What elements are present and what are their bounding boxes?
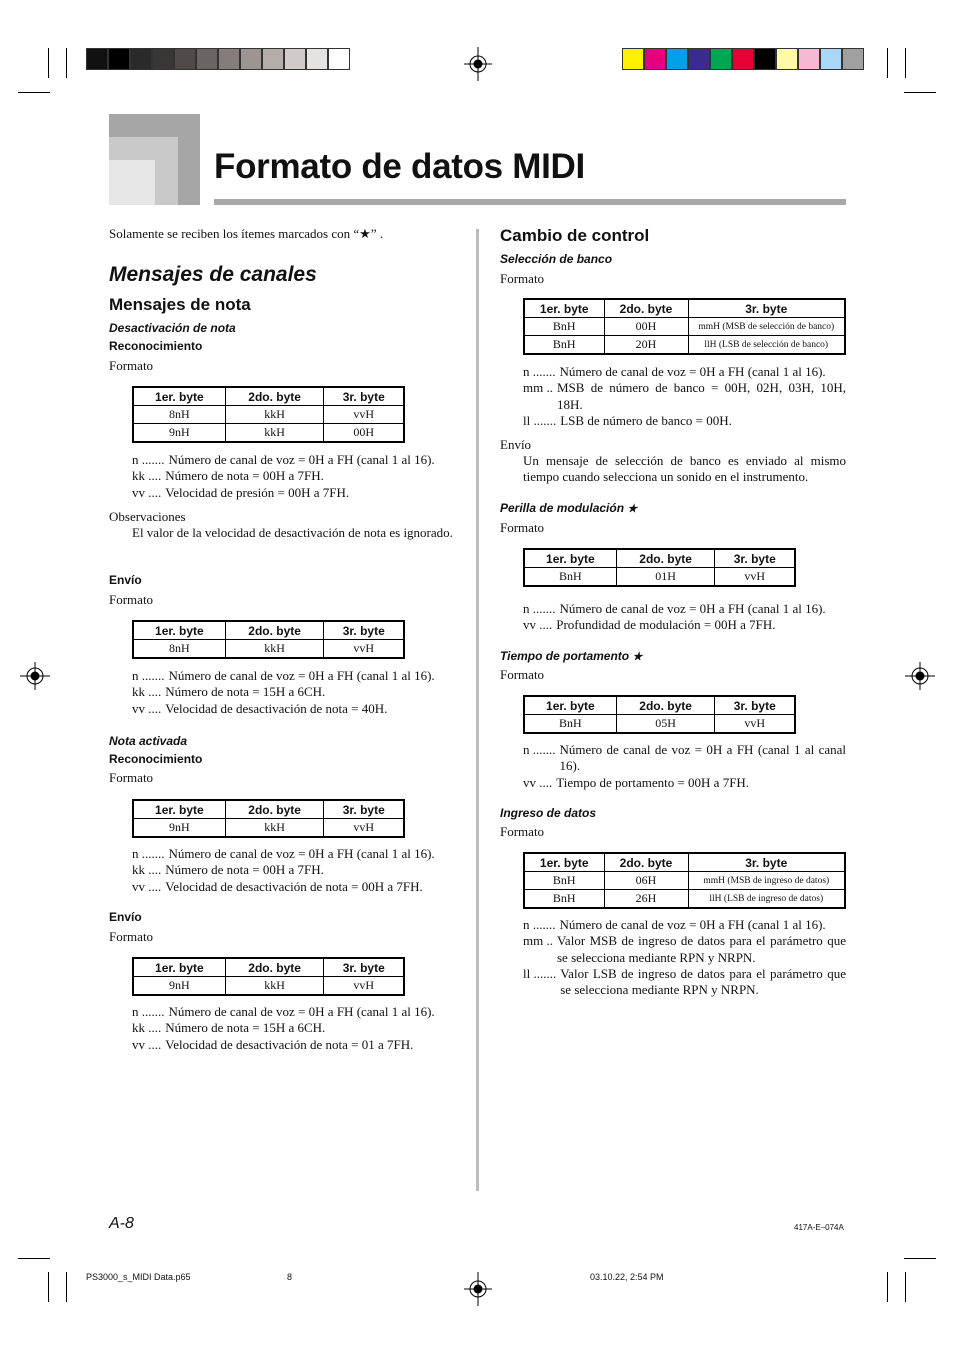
definition-row <box>132 452 456 468</box>
table-cell: 8nH <box>133 406 225 424</box>
crop-mark <box>904 92 936 93</box>
definition-row <box>132 862 456 878</box>
definition-row <box>132 846 456 862</box>
definition-row <box>523 775 846 791</box>
portamento-title: Tiempo de portamento <box>500 649 630 663</box>
definition-row <box>523 933 846 966</box>
crop-mark <box>18 1258 50 1259</box>
data-entry-defs <box>523 917 846 998</box>
table-header-cell: 2do. byte <box>604 853 688 872</box>
table-header-row <box>133 621 404 640</box>
color-swatch <box>798 48 820 70</box>
definition-row <box>523 380 846 413</box>
table-cell: llH (LSB de ingreso de datos) <box>688 890 845 909</box>
definition-key: vv .... <box>132 484 162 500</box>
format-label: Formato <box>500 824 545 839</box>
definition-key: n ....... <box>132 846 165 861</box>
crop-mark <box>887 1272 888 1302</box>
subsection-heading: Mensajes de nota <box>109 295 251 314</box>
table-cell: llH (LSB de selección de banco) <box>688 336 845 355</box>
data-entry-heading: Ingreso de datos <box>500 806 597 820</box>
footer-file: PS3000_s_MIDI Data.p65 <box>86 1272 191 1282</box>
format-label: Formato <box>109 592 154 607</box>
crop-mark <box>66 1272 67 1302</box>
table-header-row <box>524 299 845 318</box>
observations-text: El valor de la velocidad de desactivación de nota es ignorado. <box>132 525 453 540</box>
table-header-row <box>133 800 404 819</box>
definition-value: Velocidad de desactivación de nota = 40H. <box>165 700 388 716</box>
title-rule <box>214 199 846 205</box>
table-cell: BnH <box>524 890 604 909</box>
definition-row <box>132 1037 456 1053</box>
crop-mark <box>887 48 888 78</box>
observations-label: Observaciones <box>109 509 186 524</box>
color-swatch <box>820 48 842 70</box>
table-cell: vvH <box>324 406 404 424</box>
format-label: Formato <box>109 929 154 944</box>
table-header-row <box>133 387 404 406</box>
modulation-heading <box>500 501 637 515</box>
table-cell: kkH <box>225 424 324 443</box>
definition-value: LSB de número de banco = 00H. <box>560 412 732 428</box>
table-header-cell: 1er. byte <box>133 387 225 406</box>
note-on-send-table <box>132 957 405 996</box>
definition-key: vv .... <box>132 878 162 894</box>
definition-row <box>523 601 846 617</box>
table-row <box>133 640 404 659</box>
table-header-cell: 1er. byte <box>524 853 604 872</box>
table-cell: vvH <box>324 977 404 996</box>
note-off-heading: Desactivación de nota <box>109 321 236 335</box>
definition-value: Número de canal de voz = 0H a FH (canal 1 al 16). <box>168 452 435 467</box>
definition-row <box>523 966 846 999</box>
reception-label: Reconocimiento <box>109 339 203 353</box>
note-off-reception-table <box>132 386 405 443</box>
crop-mark <box>66 48 67 78</box>
section-heading: Mensajes de canales <box>109 263 317 286</box>
format-label: Formato <box>109 358 154 373</box>
definition-key: ll ....... <box>523 412 557 428</box>
table-row <box>524 890 845 909</box>
table-cell: BnH <box>524 318 604 336</box>
definition-key: mm .. <box>523 380 553 396</box>
bank-send-text: Un mensaje de selección de banco es enviado al mismo tiempo cuando selecciona un sonido en el instrumento. <box>523 453 846 484</box>
title-decoration <box>109 160 155 205</box>
definition-key: kk .... <box>132 1020 162 1036</box>
definition-value: Velocidad de desactivación de nota = 00H a 7FH. <box>165 878 423 894</box>
table-header-cell: 3r. byte <box>715 549 795 568</box>
color-swatch <box>174 48 196 70</box>
crop-mark <box>905 48 906 78</box>
format-label: Formato <box>500 667 545 682</box>
table-cell: kkH <box>225 977 324 996</box>
definition-value: Número de nota = 00H a 7FH. <box>165 862 324 878</box>
table-row <box>133 819 404 838</box>
table-cell: 00H <box>604 318 688 336</box>
color-calibration-bar <box>622 48 864 70</box>
definition-row <box>132 879 456 895</box>
portamento-table <box>523 695 796 734</box>
table-row <box>133 977 404 996</box>
note-off-send-defs <box>132 668 456 717</box>
reception-label: Reconocimiento <box>109 752 203 766</box>
crop-mark <box>904 1258 936 1259</box>
color-swatch <box>644 48 666 70</box>
note-on-send-defs <box>132 1004 456 1053</box>
definition-value: Velocidad de desactivación de nota = 01 a 7FH. <box>165 1036 414 1052</box>
color-swatch <box>306 48 328 70</box>
table-cell: kkH <box>225 406 324 424</box>
definition-value: Número de nota = 00H a 7FH. <box>165 468 324 484</box>
definition-row <box>132 668 456 684</box>
definition-row <box>523 617 846 633</box>
table-header-cell: 3r. byte <box>688 299 845 318</box>
definition-key: n ....... <box>523 601 556 616</box>
color-swatch <box>218 48 240 70</box>
definition-row <box>523 364 846 380</box>
color-swatch <box>262 48 284 70</box>
definition-key: kk .... <box>132 862 162 878</box>
color-swatch <box>710 48 732 70</box>
crop-mark <box>905 1272 906 1302</box>
definition-key: kk .... <box>132 468 162 484</box>
table-header-cell: 2do. byte <box>225 958 324 977</box>
crop-mark <box>48 1272 49 1302</box>
bank-select-defs <box>523 364 846 429</box>
send-label: Envío <box>109 910 142 924</box>
table-cell: kkH <box>225 819 324 838</box>
definition-value: Velocidad de presión = 00H a 7FH. <box>165 484 350 500</box>
format-label: Formato <box>109 770 154 785</box>
note-on-reception-defs <box>132 846 456 895</box>
table-cell: 20H <box>604 336 688 355</box>
table-cell: vvH <box>324 819 404 838</box>
color-swatch <box>86 48 108 70</box>
definition-value: Número de canal de voz = 0H a FH (canal 1 al 16). <box>168 846 435 861</box>
registration-target-icon <box>464 1272 492 1306</box>
table-header-cell: 2do. byte <box>225 387 324 406</box>
color-swatch <box>842 48 864 70</box>
table-row <box>524 318 845 336</box>
table-header-cell: 3r. byte <box>324 387 404 406</box>
intro-text: Solamente se reciben los ítemes marcados con “★” . <box>109 226 384 241</box>
color-swatch <box>776 48 798 70</box>
color-swatch <box>130 48 152 70</box>
table-header-row <box>524 696 795 715</box>
table-header-cell: 3r. byte <box>715 696 795 715</box>
definition-value: Número de canal de voz = 0H a FH (canal 1 al 16). <box>559 917 826 932</box>
table-header-cell: 1er. byte <box>524 299 604 318</box>
table-header-cell: 2do. byte <box>225 621 324 640</box>
table-header-cell: 1er. byte <box>133 800 225 819</box>
data-entry-table <box>523 852 846 909</box>
definition-value: Valor LSB de ingreso de datos para el parámetro que se selecciona mediante RPN y NRPN. <box>560 965 846 998</box>
note-on-heading: Nota activada <box>109 734 188 748</box>
definition-row <box>523 742 846 775</box>
table-cell: kkH <box>225 640 324 659</box>
section-heading: Cambio de control <box>500 226 650 245</box>
definition-key: n ....... <box>523 364 556 379</box>
table-header-cell: 3r. byte <box>688 853 845 872</box>
table-row <box>524 336 845 355</box>
definition-value: Valor MSB de ingreso de datos para el parámetro que se selecciona mediante RPN y NRPN. <box>556 933 846 965</box>
table-row <box>524 568 795 587</box>
bank-select-heading: Selección de banco <box>500 252 613 266</box>
page-title: Formato de datos MIDI <box>214 147 585 186</box>
table-row <box>133 424 404 443</box>
color-swatch <box>108 48 130 70</box>
table-header-cell: 3r. byte <box>324 958 404 977</box>
table-cell: BnH <box>524 872 604 890</box>
definition-key: n ....... <box>523 742 556 757</box>
table-header-row <box>524 549 795 568</box>
definition-row <box>132 485 456 501</box>
table-cell: BnH <box>524 568 616 587</box>
note-off-reception-defs <box>132 452 456 501</box>
table-header-cell: 1er. byte <box>524 696 616 715</box>
crop-mark <box>18 92 50 93</box>
footer-page: 8 <box>287 1272 293 1282</box>
table-cell: 8nH <box>133 640 225 659</box>
definition-row <box>132 1004 456 1020</box>
note-on-reception-table <box>132 799 405 838</box>
color-swatch <box>328 48 350 70</box>
definition-key: kk .... <box>132 684 162 700</box>
definition-value: Número de nota = 15H a 6CH. <box>165 1020 326 1036</box>
column-divider <box>476 229 479 1191</box>
table-cell: mmH (MSB de selección de banco) <box>688 318 845 336</box>
table-header-cell: 3r. byte <box>324 800 404 819</box>
modulation-table <box>523 548 796 587</box>
table-cell: 9nH <box>133 977 225 996</box>
definition-key: mm .. <box>523 933 553 949</box>
definition-key: vv .... <box>132 700 162 716</box>
bank-select-table <box>523 298 846 355</box>
send-label: Envío <box>109 573 142 587</box>
page-number: A-8 <box>109 1215 134 1232</box>
table-row <box>524 715 795 734</box>
table-cell: BnH <box>524 715 616 734</box>
table-cell: 00H <box>324 424 404 443</box>
registration-target-icon <box>464 47 492 81</box>
table-header-cell: 1er. byte <box>133 958 225 977</box>
table-header-row <box>133 958 404 977</box>
table-cell: 06H <box>604 872 688 890</box>
definition-row <box>132 1020 456 1036</box>
note-off-send-table <box>132 620 405 659</box>
footer-date: 03.10.22, 2:54 PM <box>590 1272 664 1282</box>
registration-target-icon <box>905 662 935 690</box>
definition-row <box>523 413 846 429</box>
table-row <box>524 872 845 890</box>
table-header-cell: 1er. byte <box>133 621 225 640</box>
crop-mark <box>48 48 49 78</box>
definition-row <box>132 701 456 717</box>
definition-value: Profundidad de modulación = 00H a 7FH. <box>556 617 776 633</box>
table-cell: vvH <box>715 568 795 587</box>
color-swatch <box>622 48 644 70</box>
star-icon: ★ <box>627 503 638 515</box>
definition-value: Tiempo de portamento = 00H a 7FH. <box>556 774 750 790</box>
color-swatch <box>754 48 776 70</box>
table-cell: 26H <box>604 890 688 909</box>
definition-value: Número de canal de voz = 0H a FH (canal 1 al 16). <box>168 1004 435 1019</box>
send-label: Envío <box>500 437 532 452</box>
color-swatch <box>666 48 688 70</box>
definition-key: vv .... <box>523 774 553 790</box>
definition-value: Número de canal de voz = 0H a FH (canal 1 al canal 16). <box>559 742 846 774</box>
table-cell: mmH (MSB de ingreso de datos) <box>688 872 845 890</box>
table-header-cell: 2do. byte <box>225 800 324 819</box>
table-cell: vvH <box>715 715 795 734</box>
table-cell: 01H <box>616 568 715 587</box>
definition-value: Número de canal de voz = 0H a FH (canal 1 al 16). <box>168 668 435 683</box>
definition-row <box>523 917 846 933</box>
definition-row <box>132 684 456 700</box>
portamento-defs <box>523 742 846 791</box>
color-swatch <box>152 48 174 70</box>
table-header-cell: 2do. byte <box>616 549 715 568</box>
definition-key: n ....... <box>132 1004 165 1019</box>
color-swatch <box>732 48 754 70</box>
color-swatch <box>240 48 262 70</box>
doc-code: 417A-E–074A <box>794 1223 844 1232</box>
table-row <box>133 406 404 424</box>
gray-calibration-bar <box>86 48 350 70</box>
registration-target-icon <box>20 662 50 690</box>
modulation-title: Perilla de modulación <box>500 501 625 515</box>
table-header-cell: 2do. byte <box>604 299 688 318</box>
table-header-cell: 3r. byte <box>324 621 404 640</box>
color-swatch <box>284 48 306 70</box>
color-swatch <box>688 48 710 70</box>
definition-key: vv .... <box>523 617 553 633</box>
definition-value: Número de canal de voz = 0H a FH (canal 1 al 16). <box>559 364 826 379</box>
definition-key: ll ....... <box>523 965 557 981</box>
table-header-row <box>524 853 845 872</box>
modulation-defs <box>523 601 846 634</box>
definition-key: n ....... <box>523 917 556 932</box>
table-cell: 9nH <box>133 424 225 443</box>
table-cell: 9nH <box>133 819 225 838</box>
definition-row <box>132 468 456 484</box>
format-label: Formato <box>500 520 545 535</box>
star-icon: ★ <box>632 651 643 663</box>
definition-value: MSB de número de banco = 00H, 02H, 03H, 10H, 18H. <box>556 380 846 412</box>
table-cell: vvH <box>324 640 404 659</box>
table-header-cell: 1er. byte <box>524 549 616 568</box>
table-cell: BnH <box>524 336 604 355</box>
table-cell: 05H <box>616 715 715 734</box>
definition-value: Número de nota = 15H a 6CH. <box>165 684 326 700</box>
definition-key: vv .... <box>132 1036 162 1052</box>
table-header-cell: 2do. byte <box>616 696 715 715</box>
color-swatch <box>196 48 218 70</box>
definition-key: n ....... <box>132 668 165 683</box>
portamento-heading <box>500 649 642 663</box>
format-label: Formato <box>500 271 545 286</box>
definition-key: n ....... <box>132 452 165 467</box>
definition-value: Número de canal de voz = 0H a FH (canal 1 al 16). <box>559 601 826 616</box>
